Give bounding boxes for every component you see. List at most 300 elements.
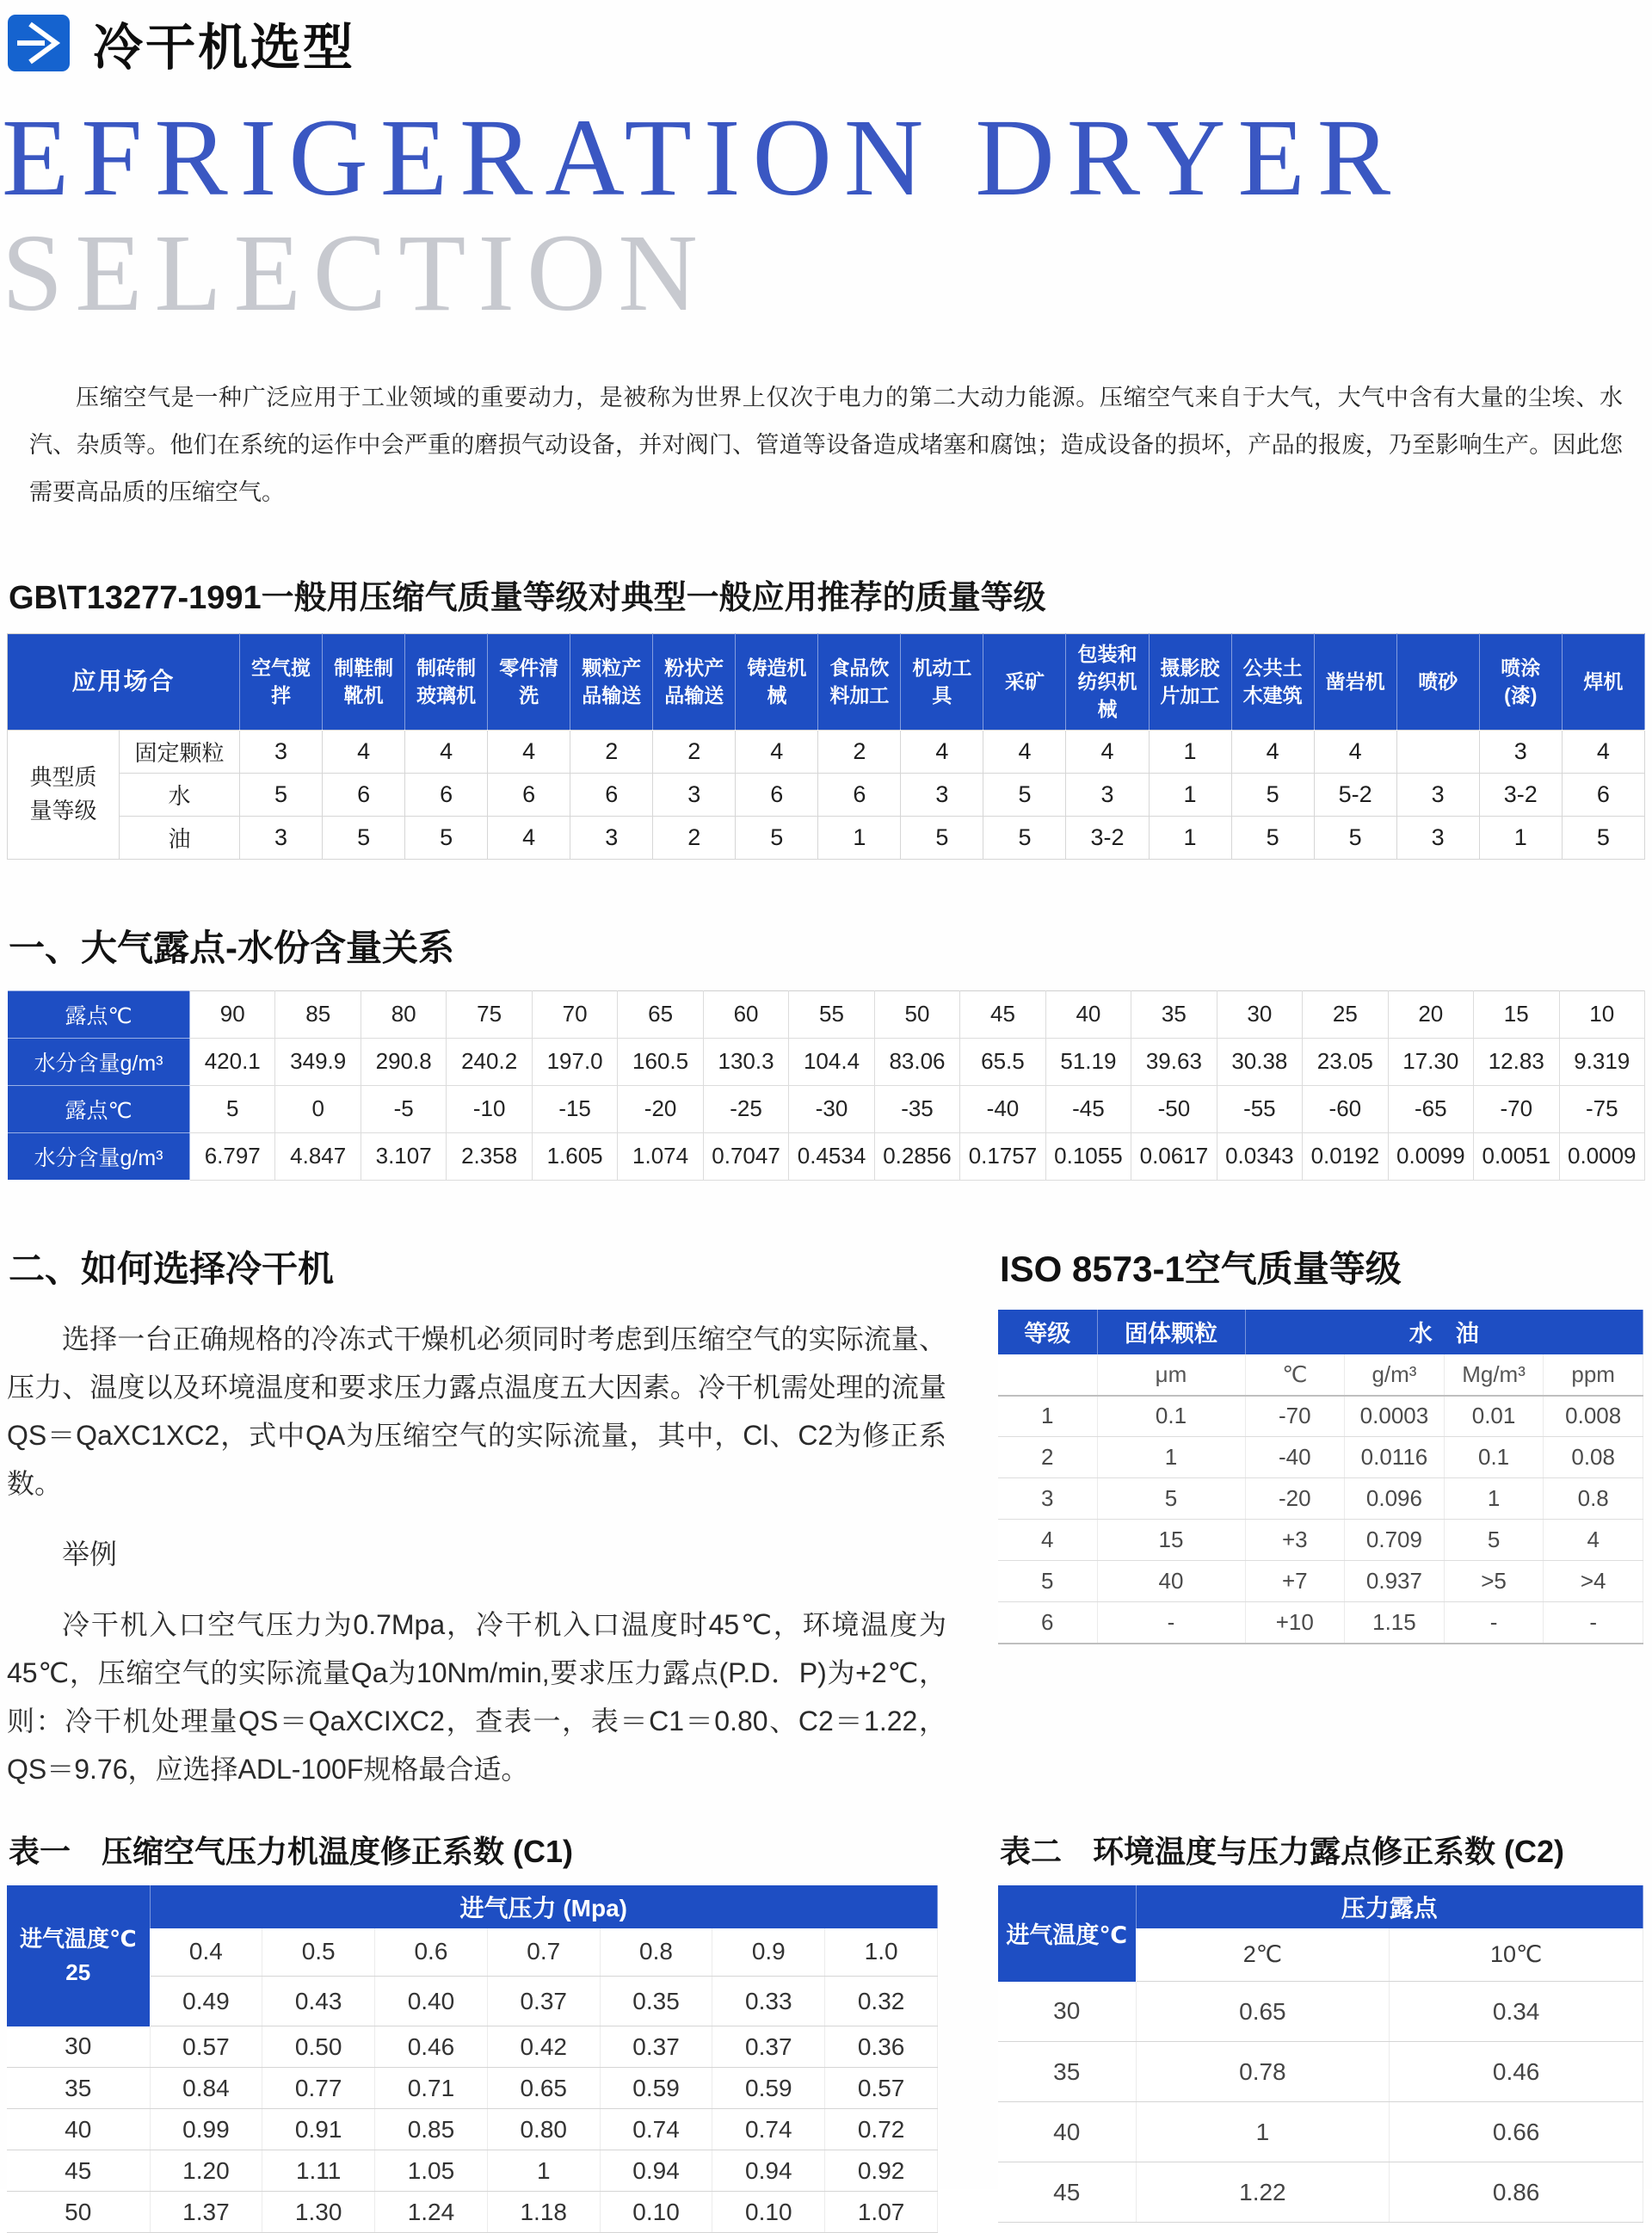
dew-cell: 30.38 <box>1217 1038 1302 1085</box>
gb-cell: 6 <box>405 773 488 816</box>
gb-cell: 1 <box>818 816 901 859</box>
c1-cell: 0.74 <box>600 2109 712 2150</box>
dew-cell: 160.5 <box>618 1038 703 1085</box>
iso-subheader-cell <box>998 1354 1097 1396</box>
dew-cell: 80 <box>361 990 446 1038</box>
dew-cell: 0.0192 <box>1303 1132 1388 1180</box>
c1-cell: 0.35 <box>600 1977 712 2026</box>
gb-cell <box>1396 730 1479 773</box>
c1-cell: 0.33 <box>712 1977 825 2026</box>
gb-cell: 3 <box>1066 773 1149 816</box>
c1-cell: 1.11 <box>262 2150 375 2192</box>
iso-title: ISO 8573-1空气质量等级 <box>1000 1248 1402 1289</box>
c1-cell: 1.30 <box>262 2192 375 2233</box>
gb-cell: 4 <box>323 730 405 773</box>
c1-span-header: 进气压力 (Mpa) <box>150 1885 938 1928</box>
dew-cell: 3.107 <box>361 1132 446 1180</box>
dew-cell: 65 <box>618 990 703 1038</box>
bottom-two-column-area <box>7 1810 1645 2233</box>
gb-cell: 5 <box>1231 773 1314 816</box>
gb-column-header: 喷砂 <box>1396 633 1479 730</box>
dew-cell: 23.05 <box>1303 1038 1388 1085</box>
gb-cell: 3 <box>1479 730 1562 773</box>
iso-cell: 6 <box>998 1602 1097 1644</box>
dew-cell: -65 <box>1388 1085 1473 1132</box>
dew-cell: -60 <box>1303 1085 1388 1132</box>
iso-cell: 0.1 <box>1097 1396 1245 1437</box>
gb-cell: 4 <box>736 730 818 773</box>
gb-column-header: 颗粒产品输送 <box>570 633 653 730</box>
gb-cell: 3-2 <box>1066 816 1149 859</box>
gb-cell: 4 <box>1314 730 1396 773</box>
c1-cell: 1.20 <box>150 2150 262 2192</box>
section2-column <box>7 1241 946 1793</box>
c1-cell: 1.18 <box>487 2192 600 2233</box>
section2-paragraph: 选择一台正确规格的冷冻式干燥机必须同时考虑到压缩空气的实际流量、压力、温度以及环境温度和要求压力露点温度五大因素。冷干机需处理的流量QS＝QaXC1XC2，式中QA为压缩空气的实际流量，其中，Cl、C2为修正系数。 <box>7 1323 946 1499</box>
dew-cell: 39.63 <box>1131 1038 1217 1085</box>
c2-row-label: 40 <box>998 2102 1136 2162</box>
c1-correction-table <box>7 1885 938 2233</box>
c1-cell: 0.37 <box>487 1977 600 2026</box>
gb-cell: 3 <box>1396 816 1479 859</box>
c2-row-label: 35 <box>998 2042 1136 2102</box>
iso-subheader-cell: Mg/m³ <box>1444 1354 1544 1396</box>
c2-cell: 0.66 <box>1390 2102 1643 2162</box>
iso-row <box>998 1520 1643 1561</box>
dew-cell: 65.5 <box>960 1038 1045 1085</box>
iso-column <box>998 1241 1645 1793</box>
gb-column-header: 制砖制玻璃机 <box>405 633 488 730</box>
c1-cell: 1.05 <box>375 2150 488 2192</box>
c1-cell: 1.24 <box>375 2192 488 2233</box>
iso-subheader-cell: g/m³ <box>1345 1354 1445 1396</box>
gb-cell: 6 <box>323 773 405 816</box>
c1-cell: 0.59 <box>600 2068 712 2109</box>
iso-row <box>998 1478 1643 1520</box>
gb-cell: 5 <box>901 816 983 859</box>
gb-table-title: GB\T13277-1991一般用压缩气质量等级对典型一般应用推荐的质量等级 <box>9 579 1046 616</box>
gb-column-header: 凿岩机 <box>1314 633 1396 730</box>
section2-paragraph: 冷干机入口空气压力为0.7Mpa，冷干机入口温度时45℃，环境温度为45℃，压缩空气的实际流量Qa为10Nm/min,要求压力露点(P.D．P)为+2℃，则：冷干机处理量QS＝QaXCIXC2，查表一，表＝C1＝0.80、C2＝1.22，QS＝9.76，应选择ADL-100F规格最合适。 <box>7 1608 946 1785</box>
c1-cell: 0.74 <box>712 2109 825 2150</box>
dew-row-label: 水分含量g/m³ <box>8 1132 190 1180</box>
c2-cell: 0.34 <box>1390 1982 1643 2042</box>
dew-row <box>8 1132 1645 1180</box>
gb-column-header: 机动工具 <box>901 633 983 730</box>
c1-row-label: 50 <box>7 2192 150 2233</box>
table1-title: 表一 压缩空气压力机温度修正系数 (C1) <box>9 1833 573 1869</box>
gb-cell: 4 <box>488 816 570 859</box>
section1-title: 一、大气露点-水份含量关系 <box>9 927 454 968</box>
c1-pressure-header: 0.6 <box>375 1928 488 1977</box>
gb-cell: 5 <box>736 816 818 859</box>
iso-cell: 40 <box>1097 1561 1245 1602</box>
gb-column-header: 喷涂(漆) <box>1479 633 1562 730</box>
dew-cell: 104.4 <box>789 1038 874 1085</box>
gb-cell: 5-2 <box>1314 773 1396 816</box>
gb-column-header: 空气搅拌 <box>240 633 323 730</box>
iso-cell: 0.1 <box>1444 1437 1544 1478</box>
gb-cell: 2 <box>570 730 653 773</box>
dew-cell: 240.2 <box>447 1038 532 1085</box>
c1-row-label: 45 <box>7 2150 150 2192</box>
gb-cell: 3-2 <box>1479 773 1562 816</box>
c2-cell: 0.65 <box>1136 1982 1390 2042</box>
dew-cell: -70 <box>1474 1085 1559 1132</box>
dewpoint-table <box>7 990 1645 1181</box>
dew-cell: 130.3 <box>703 1038 788 1085</box>
iso-cell: 3 <box>998 1478 1097 1520</box>
dew-cell: 0.0099 <box>1388 1132 1473 1180</box>
iso-subheader-cell: ℃ <box>1245 1354 1345 1396</box>
gb-column-header: 零件清洗 <box>488 633 570 730</box>
dew-cell: -10 <box>447 1085 532 1132</box>
iso-cell: 1 <box>1444 1478 1544 1520</box>
c1-cell: 0.94 <box>712 2150 825 2192</box>
iso-header-particles: 固体颗粒 <box>1097 1310 1245 1354</box>
dew-cell: -35 <box>874 1085 959 1132</box>
arrow-right-icon <box>7 14 71 72</box>
c1-cell: 0.46 <box>375 2026 488 2068</box>
iso-cell: 0.0003 <box>1345 1396 1445 1437</box>
gb-cell: 4 <box>405 730 488 773</box>
c1-cell: 0.57 <box>825 2068 938 2109</box>
dew-cell: 15 <box>1474 990 1559 1038</box>
gb-cell: 3 <box>653 773 736 816</box>
dew-row <box>8 1038 1645 1085</box>
page-title-cn: 冷干机选型 <box>93 20 356 76</box>
iso-cell: - <box>1544 1602 1643 1644</box>
c2-cell: 1 <box>1136 2102 1390 2162</box>
table2-title: 表二 环境温度与压力露点修正系数 (C2) <box>1000 1833 1564 1869</box>
page-header <box>7 0 1645 79</box>
dew-cell: 40 <box>1045 990 1131 1038</box>
iso-cell: 5 <box>998 1561 1097 1602</box>
c2-corner: 进气温度℃ <box>998 1885 1136 1982</box>
gb-row <box>8 730 1645 773</box>
dew-cell: 1.074 <box>618 1132 703 1180</box>
gb-column-header: 焊机 <box>1562 633 1644 730</box>
c1-cell: 0.43 <box>262 1977 375 2026</box>
dew-cell: -45 <box>1045 1085 1131 1132</box>
dew-cell: 25 <box>1303 990 1388 1038</box>
c1-cell: 1.07 <box>825 2192 938 2233</box>
iso-cell: 1 <box>1097 1437 1245 1478</box>
gb-cell: 6 <box>488 773 570 816</box>
gb-column-header: 铸造机械 <box>736 633 818 730</box>
dew-cell: 290.8 <box>361 1038 446 1085</box>
gb-cell: 4 <box>1066 730 1149 773</box>
c1-cell: 0.84 <box>150 2068 262 2109</box>
gb-group-label: 典型质量等级 <box>8 730 120 859</box>
c1-row <box>7 2026 938 2068</box>
c1-cell: 0.99 <box>150 2109 262 2150</box>
c1-cell: 0.37 <box>712 2026 825 2068</box>
gb-cell: 3 <box>901 773 983 816</box>
c1-cell: 0.92 <box>825 2150 938 2192</box>
iso-cell: 4 <box>1544 1520 1643 1561</box>
c1-row <box>7 2192 938 2233</box>
c2-cell: 0.78 <box>1136 2042 1390 2102</box>
gb-cell: 2 <box>818 730 901 773</box>
page-title-en: EFRIGERATION DRYER <box>2 96 1403 219</box>
dew-cell: 83.06 <box>874 1038 959 1085</box>
c1-cell: 0.65 <box>487 2068 600 2109</box>
iso-header-water-oil: 水 油 <box>1245 1310 1643 1354</box>
dew-cell: 0.0051 <box>1474 1132 1559 1180</box>
gb-row-label: 水 <box>120 773 240 816</box>
c1-cell: 0.91 <box>262 2109 375 2150</box>
iso-row <box>998 1396 1643 1437</box>
gb-cell: 6 <box>1562 773 1644 816</box>
example-label: 举例 <box>62 1538 118 1570</box>
c1-cell: 0.32 <box>825 1977 938 2026</box>
gb-cell: 1 <box>1149 773 1231 816</box>
dew-cell: 0.1757 <box>960 1132 1045 1180</box>
c2-correction-table <box>998 1885 1643 2224</box>
dew-cell: 9.319 <box>1559 1038 1645 1085</box>
gb-header-row <box>8 633 1645 730</box>
c2-cell: 0.86 <box>1390 2162 1643 2223</box>
dew-cell: -25 <box>703 1085 788 1132</box>
iso-cell: 5 <box>1097 1478 1245 1520</box>
gb-column-header: 粉状产品输送 <box>653 633 736 730</box>
gb-cell: 3 <box>570 816 653 859</box>
gb-cell: 5 <box>983 773 1066 816</box>
c2-row <box>998 2162 1643 2223</box>
c1-cell: 0.59 <box>712 2068 825 2109</box>
c1-row <box>7 2109 938 2150</box>
iso-cell: 0.937 <box>1345 1561 1445 1602</box>
gb-cell: 5 <box>1314 816 1396 859</box>
iso-subheader-cell: ppm <box>1544 1354 1643 1396</box>
dew-cell: 197.0 <box>532 1038 617 1085</box>
middle-two-column-area <box>7 1241 1645 1793</box>
dew-cell: -5 <box>361 1085 446 1132</box>
gb-cell: 5 <box>1562 816 1644 859</box>
c1-cell: 0.77 <box>262 2068 375 2109</box>
gb-cell: 4 <box>488 730 570 773</box>
dew-cell: 12.83 <box>1474 1038 1559 1085</box>
iso-subheader-cell: μm <box>1097 1354 1245 1396</box>
iso-cell: -70 <box>1245 1396 1345 1437</box>
c1-pressure-header: 0.5 <box>262 1928 375 1977</box>
c1-header-row <box>7 1885 938 1928</box>
dew-cell: 0.7047 <box>703 1132 788 1180</box>
iso-cell: 0.0116 <box>1345 1437 1445 1478</box>
gb-cell: 3 <box>240 816 323 859</box>
dew-cell: 6.797 <box>190 1132 275 1180</box>
gb-row <box>8 773 1645 816</box>
gb-column-header: 食品饮料加工 <box>818 633 901 730</box>
iso-cell: +10 <box>1245 1602 1345 1644</box>
dew-row-label: 露点℃ <box>8 990 190 1038</box>
gb-cell: 3 <box>1396 773 1479 816</box>
iso-cell: 4 <box>998 1520 1097 1561</box>
c1-row-label: 35 <box>7 2068 150 2109</box>
c1-cell: 1 <box>487 2150 600 2192</box>
c1-cell: 0.10 <box>712 2192 825 2233</box>
iso-row <box>998 1561 1643 1602</box>
iso-subheader-row <box>998 1354 1643 1396</box>
gb-cell: 4 <box>1562 730 1644 773</box>
dew-cell: -40 <box>960 1085 1045 1132</box>
dew-cell: 0.4534 <box>789 1132 874 1180</box>
c1-cell: 0.72 <box>825 2109 938 2150</box>
dew-cell: 50 <box>874 990 959 1038</box>
c1-cell: 0.40 <box>375 1977 488 2026</box>
iso-cell: 15 <box>1097 1520 1245 1561</box>
iso-cell: 0.096 <box>1345 1478 1445 1520</box>
gb-cell: 2 <box>653 730 736 773</box>
c2-header-row <box>998 1885 1643 1928</box>
c2-span-header: 压力露点 <box>1136 1885 1643 1928</box>
c1-cell: 0.50 <box>262 2026 375 2068</box>
dew-cell: 70 <box>532 990 617 1038</box>
dew-cell: 349.9 <box>275 1038 361 1085</box>
c1-cell: 0.42 <box>487 2026 600 2068</box>
c1-corner: 进气温度℃ 25 <box>7 1885 150 2026</box>
c2-row-label: 30 <box>998 1982 1136 2042</box>
dew-cell: 85 <box>275 990 361 1038</box>
dew-cell: 0.1055 <box>1045 1132 1131 1180</box>
c2-row <box>998 1982 1643 2042</box>
gb-row <box>8 816 1645 859</box>
dew-cell: 51.19 <box>1045 1038 1131 1085</box>
dew-cell: 75 <box>447 990 532 1038</box>
c1-pressure-header: 0.9 <box>712 1928 825 1977</box>
c1-cell: 0.10 <box>600 2192 712 2233</box>
gb-cell: 5 <box>983 816 1066 859</box>
iso-cell: -20 <box>1245 1478 1345 1520</box>
gb-column-header: 采矿 <box>983 633 1066 730</box>
c1-row <box>7 2068 938 2109</box>
dew-cell: 17.30 <box>1388 1038 1473 1085</box>
section2-title: 二、如何选择冷干机 <box>9 1248 335 1289</box>
dew-cell: 5 <box>190 1085 275 1132</box>
dew-cell: 30 <box>1217 990 1302 1038</box>
iso-cell: 1.15 <box>1345 1602 1445 1644</box>
iso-cell: 5 <box>1444 1520 1544 1561</box>
dew-cell: 35 <box>1131 990 1217 1038</box>
iso-cell: - <box>1097 1602 1245 1644</box>
dew-row <box>8 990 1645 1038</box>
c1-pressure-header: 0.4 <box>150 1928 262 1977</box>
gb-cell: 6 <box>736 773 818 816</box>
gb-cell: 4 <box>983 730 1066 773</box>
c2-dewpoint-header: 2℃ <box>1136 1928 1390 1982</box>
gb-cell: 6 <box>570 773 653 816</box>
iso-row <box>998 1437 1643 1478</box>
gb-column-header: 摄影胶片加工 <box>1149 633 1231 730</box>
table1-column <box>7 1810 946 2233</box>
gb-cell: 1 <box>1149 730 1231 773</box>
iso-cell: 2 <box>998 1437 1097 1478</box>
gb-cell: 5 <box>240 773 323 816</box>
c2-cell: 1.22 <box>1136 2162 1390 2223</box>
dew-cell: -15 <box>532 1085 617 1132</box>
dew-cell: 2.358 <box>447 1132 532 1180</box>
c2-row-label: 45 <box>998 2162 1136 2223</box>
dew-cell: 0.0343 <box>1217 1132 1302 1180</box>
iso-cell: 0.008 <box>1544 1396 1643 1437</box>
c2-cell: 0.46 <box>1390 2042 1643 2102</box>
c1-pressure-header: 1.0 <box>825 1928 938 1977</box>
iso-cell: 0.08 <box>1544 1437 1643 1478</box>
c1-row <box>7 2150 938 2192</box>
gb-cell: 5 <box>1231 816 1314 859</box>
gb-cell: 5 <box>405 816 488 859</box>
gb-corner-header: 应用场合 <box>8 633 240 730</box>
dew-cell: 55 <box>789 990 874 1038</box>
c1-cell: 0.37 <box>600 2026 712 2068</box>
iso-cell: >4 <box>1544 1561 1643 1602</box>
c1-row-label: 30 <box>7 2026 150 2068</box>
dew-cell: 0.0009 <box>1559 1132 1645 1180</box>
iso-cell: +3 <box>1245 1520 1345 1561</box>
iso-header-row <box>998 1310 1643 1354</box>
dew-cell: 10 <box>1559 990 1645 1038</box>
dew-row-label: 水分含量g/m³ <box>8 1038 190 1085</box>
c1-cell: 0.80 <box>487 2109 600 2150</box>
gb-cell: 6 <box>818 773 901 816</box>
c1-cell: 1.37 <box>150 2192 262 2233</box>
dew-cell: 1.605 <box>532 1132 617 1180</box>
iso-row <box>998 1602 1643 1644</box>
iso-cell: +7 <box>1245 1561 1345 1602</box>
c1-row-label: 40 <box>7 2109 150 2150</box>
dew-cell: 90 <box>190 990 275 1038</box>
iso-table <box>998 1310 1643 1644</box>
iso-header-grade: 等级 <box>998 1310 1097 1354</box>
c1-cell: 0.85 <box>375 2109 488 2150</box>
gb-column-header: 公共土木建筑 <box>1231 633 1314 730</box>
dew-cell: 420.1 <box>190 1038 275 1085</box>
dew-row-label: 露点℃ <box>8 1085 190 1132</box>
c2-row <box>998 2042 1643 2102</box>
gb-column-header: 包装和纺织机械 <box>1066 633 1149 730</box>
c1-cell: 0.36 <box>825 2026 938 2068</box>
dew-cell: -30 <box>789 1085 874 1132</box>
gb-cell: 1 <box>1479 816 1562 859</box>
page-subtitle-en: SELECTION <box>2 211 710 334</box>
gb-cell: 4 <box>1231 730 1314 773</box>
iso-cell: 0.709 <box>1345 1520 1445 1561</box>
dew-cell: -50 <box>1131 1085 1217 1132</box>
gb-cell: 2 <box>653 816 736 859</box>
dew-row <box>8 1085 1645 1132</box>
gb-column-header: 制鞋制靴机 <box>323 633 405 730</box>
dew-cell: 45 <box>960 990 1045 1038</box>
dew-cell: -55 <box>1217 1085 1302 1132</box>
gb-cell: 4 <box>901 730 983 773</box>
c1-pressure-header: 0.8 <box>600 1928 712 1977</box>
dew-cell: -20 <box>618 1085 703 1132</box>
table2-column <box>998 1810 1645 2233</box>
iso-cell: 1 <box>998 1396 1097 1437</box>
dew-cell: 4.847 <box>275 1132 361 1180</box>
c2-row <box>998 2102 1643 2162</box>
iso-cell: 0.01 <box>1444 1396 1544 1437</box>
gb-row-label: 固定颗粒 <box>120 730 240 773</box>
intro-paragraph: 压缩空气是一种广泛应用于工业领域的重要动力，是被称为世界上仅次于电力的第二大动力能源。压缩空气来自于大气，大气中含有大量的尘埃、水汽、杂质等。他们在系统的运作中会严重的磨损气动设备，并对阀门、管道等设备造成堵塞和腐蚀；造成设备的损坏，产品的报废，乃至影响生产。因此您需要高品质的压缩空气。 <box>29 384 1623 506</box>
c1-pressure-header: 0.7 <box>487 1928 600 1977</box>
gb-row-label: 油 <box>120 816 240 859</box>
c2-dewpoint-header: 10℃ <box>1390 1928 1643 1982</box>
dew-cell: 0 <box>275 1085 361 1132</box>
dew-cell: 0.0617 <box>1131 1132 1217 1180</box>
c1-cell: 0.49 <box>150 1977 262 2026</box>
